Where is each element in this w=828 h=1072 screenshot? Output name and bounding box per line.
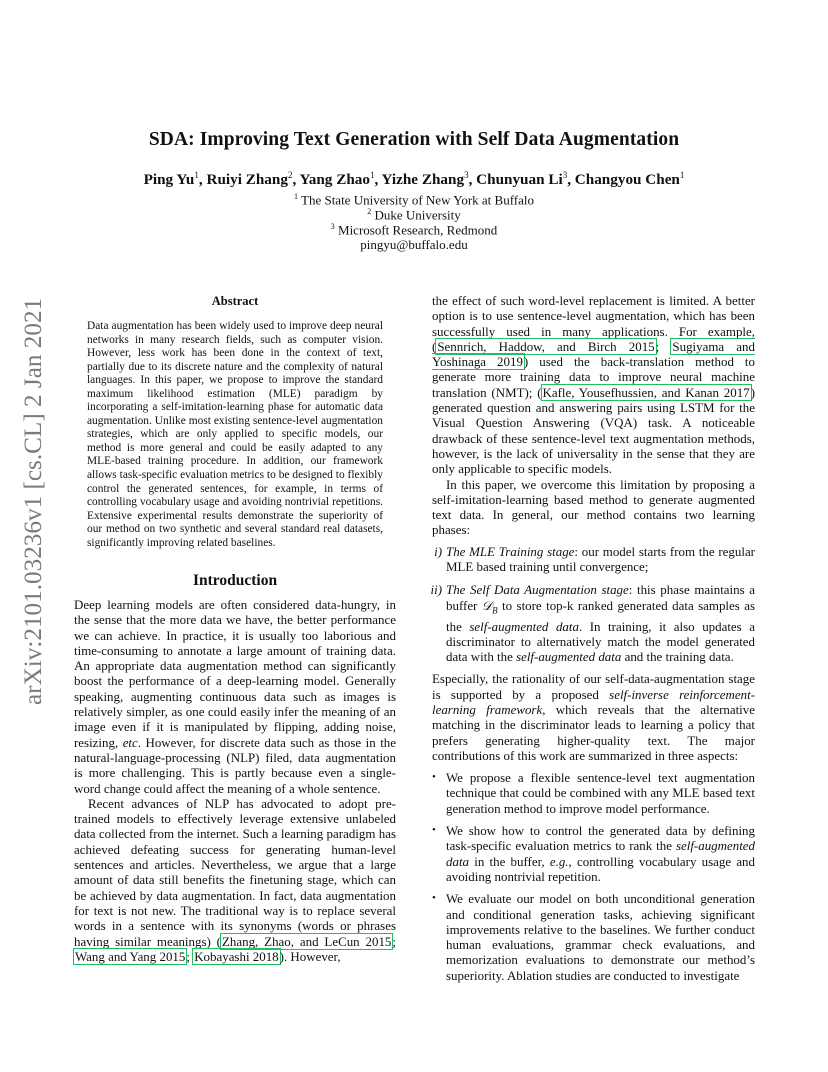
author-name: Yizhe Zhang <box>381 171 465 189</box>
citation-link[interactable]: Zhang, Zhao, and LeCun 2015 <box>222 933 392 949</box>
author-affiliation-number: 1 <box>194 170 199 180</box>
author-name: Yang Zhao <box>299 171 370 189</box>
author-affiliation-number: 1 <box>369 170 375 180</box>
abstract-text: Data augmentation has been widely used to improve deep neural networks in many research fields, such as computer vision. However, less work has been done in the context of text, partially due to its discrete nature and the complexity of natural languages. In this paper, we propose to improve the standard maximum likelihood estimation (MLE) paradigm by incorporating a self-imitation-learning phase for automatic data augmentation. Unlike most existing sentence-level augmentation strategies, which are only applied to specific models, our method is more general and could be easily adapted to any MLE-based training procedure. In addition, our framework allows task-specific evaluation metrics to be designed to flexibly control the generated sentences, for example, in terms of controlling vocabulary usage and avoiding nontrivial repetitions. Extensive experimental results demonstrate the superiority of our method on two synthetic and several standard real datasets, significantly improving related baselines. <box>87 320 383 549</box>
author-affiliation-number: 3 <box>562 170 568 180</box>
intro-paragraph-4: In this paper, we overcome this limitation by proposing a self-imitation-learning based method to generate augmented text data. In general, our method contains two learning phases: <box>432 476 755 538</box>
abstract-heading: Abstract <box>211 294 259 308</box>
affiliation-3: $^3$ Microsoft Research, Redmond <box>330 222 498 238</box>
author-name: Ping Yu <box>143 171 195 189</box>
paper-title: SDA: Improving Text Generation with Self Data Augmentation <box>148 129 680 150</box>
arxiv-identifier: arXiv:2101.03236v1 [cs.CL] 2 Jan 2021 <box>20 297 47 705</box>
phase-item-mle: i) The MLE Training stage: our model starts from the regular MLE based training until convergence; <box>434 543 755 575</box>
citation-link[interactable]: Sennrich, Haddow, and Birch 2015 <box>437 338 655 354</box>
author-affiliation-number: 1 <box>679 170 685 180</box>
intro-paragraph-2: Recent advances of NLP has advocated to adopt pre-trained models to effectively leverage extensive unlabeled data collected from the internet. Such a learning paradigm has achieved defeating success for generating human-level sentences and articles. Nevertheless, we argue that a large amount of data still benefits the finetuning stage, which can be achieved by data augmentation. In fact, data augmentation for text is not new. The traditional way is to replace several words in a sentence with its synonyms (words or phrases having similar meanings) (Zhang, Zhao, and LeCun 2015; Wang and Yang 2015; Kobayashi 2018). However, <box>74 795 397 964</box>
contribution-bullet: • We show how to control the generated data by defining task-specific evaluation metrics to rank the self-augmented data in the buffer, e.g., controlling vocabulary usage and avoiding nontrivial repetition. <box>432 823 756 884</box>
affiliation-2: $^2$ Duke University <box>367 207 461 223</box>
bullet-icon: • <box>432 771 436 784</box>
bullet-icon: • <box>432 824 436 837</box>
author-name: Changyou Chen <box>574 171 680 189</box>
author-affiliation-number: 3 <box>464 170 469 180</box>
bullet-icon: • <box>432 892 436 905</box>
intro-paragraph-5: Especially, the rationality of our self-data-augmentation stage is supported by a proposed self-inverse reinforcement-learning framework, which reveals that the alternative matching in the discriminator leads to learning a policy that prefers generating higher-quality text. The major contributions of this work are summarized in three aspects: <box>432 671 756 763</box>
intro-paragraph-3: the effect of such word-level replacement is limited. A better option is to use sentence-level augmentation, which has been successfully used in many applications. For example, (Sennrich, Haddow, and Birch 2015; Sugiyama and Yoshinaga 2019) used the back-translation method to generate more training data to improve neural machine translation (NMT); (Kafle, Yousefhussien, and Kanan 2017) generated question and answering pairs using LSTM for the Visual Question Answering (VQA) task. A noticeable drawback of these sentence-level text augmentation methods, however, is the lack of universality in the sense that they are only applicable to specific models. <box>432 293 755 477</box>
buffer-symbol: 𝒟$_B$ <box>481 597 498 616</box>
citation-link[interactable]: Sugiyama and Yoshinaga 2019 <box>432 338 755 370</box>
affiliation-1: $^1$ The State University of New York at Buffalo <box>293 192 535 208</box>
citation-link[interactable]: Kafle, Yousefhussien, and Kanan 2017 <box>542 384 750 400</box>
author-name: Ruiyi Zhang <box>206 171 288 189</box>
introduction-heading: Introduction <box>192 572 278 589</box>
citation-link[interactable]: Kobayashi 2018 <box>194 948 279 964</box>
author-email: pingyu@buffalo.edu <box>360 237 468 252</box>
author-list: Ping Yu$^1$, Ruiyi Zhang$^2$, Yang Zhao$^1$, Yizhe Zhang$^3$, Chunyuan Li$^3$, Changyou Chen$^1$ <box>143 170 685 189</box>
intro-paragraph-1: Deep learning models are often considered data-hungry, in the sense that the more data we have, the better performance we can achieve. In practice, it is usually too laborious and time-consuming to annotate a large amount of training data. An appropriate data augmentation method can significantly boost the performance of a deep-learning model. Generally speaking, augmenting continuous data such as images is relatively simpler, as one could easily infer the meaning of an image even if it is manipulated by flipping, adding noise, resizing, etc. However, for discrete data such as those in the natural-language-processing (NLP) filed, data augmentation is more challenging. This is partly because even a single-word change could affect the meaning of a whole sentence. <box>74 597 396 796</box>
phase-item-self-augmentation: ii) The Self Data Augmentation stage: this phase maintains a buffer 𝒟$_B$ to store top-k ranked generated data samples as the self-augmented data. In training, it also updates a discriminator to alternatively match the model generated data with the self-augmented data and the training data. <box>430 582 756 665</box>
contribution-bullet: • We propose a flexible sentence-level text augmentation technique that could be combined with any MLE based text generation method to improve model performance. <box>432 770 755 816</box>
author-name: Chunyuan Li <box>476 171 563 189</box>
author-affiliation-number: 2 <box>287 170 293 180</box>
citation-link[interactable]: Wang and Yang 2015 <box>75 948 186 964</box>
left-column-body <box>74 597 396 964</box>
right-column-body <box>432 293 755 983</box>
contribution-bullet: • We evaluate our model on both unconditional generation and conditional generation tasks, achieving significant improvements relative to the baselines. We further conduct human evaluations, grammar check evaluations, and memorization evaluations to demonstrate our method’s superiority. Ablation studies are conducted to investigate <box>432 891 755 983</box>
